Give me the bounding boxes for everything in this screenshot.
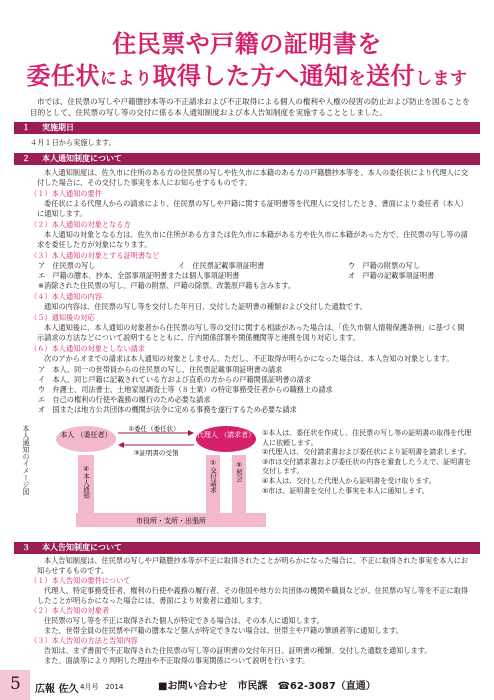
office-label: 市役所・支所・出張所 <box>136 517 206 525</box>
subheading: （３）本人通知の対象とする証明書など <box>30 251 160 260</box>
principal-label: 本人 （委任者） <box>60 431 112 439</box>
paragraph: 代理人、特定事務受任者、権利の行使や義務の履行者、その他国や地方公共団体の機関や職員などが、住民票の写し等を不正に取得したことが明らかになった場合には、書面により対象者に通知します。 <box>37 586 469 605</box>
note-item: ①本人は、委任状を作成し、住民票の写し等の証明書の取得を代理人に依頼します。 <box>262 429 472 447</box>
publication-logo: 広報 佐久 <box>35 684 79 695</box>
section1-text: ４月１日から実施します。 <box>30 138 116 147</box>
section-title: 本人通知制度について <box>42 154 122 163</box>
cert-list-row-2 <box>30 271 470 281</box>
agent-node <box>196 426 256 452</box>
title-part: を <box>348 69 366 89</box>
subheading: （２）本人告知の対象者 <box>30 606 110 615</box>
section-title: 本人告知制度について <box>42 543 122 552</box>
section-header-2 <box>14 153 480 165</box>
page-title-line2 <box>0 56 494 91</box>
paragraph: また、世帯全員の住民票や戸籍の謄本など個人が特定できない場合は、世帯主や戸籍の筆頭者等に通知します。 <box>44 626 403 635</box>
title-part: 送付 <box>366 61 415 90</box>
section-number: １ <box>22 123 30 132</box>
diagram-graphic <box>36 425 286 540</box>
arrow3-label: ③証明書の受領 <box>133 449 179 457</box>
subheading: （２）本人通知の対象となる方 <box>30 220 131 229</box>
list-item: エ 戸籍の謄本、抄本、全部事項証明書または個人事項証明書 <box>38 271 240 280</box>
diagram-notes <box>262 429 474 496</box>
contact-info: ■お問い合わせ 市民課 ☎62-3087（直通） <box>158 681 376 692</box>
intro-paragraph: 市では、住民票の写しや戸籍謄抄本等の不正請求および不正取得による個人の権利や人権の侵害の防止および防止を図ることを目的として、住民票の写し等の交付に係る本人通知制度および本人告知制度を実施することとしました。 <box>30 97 470 117</box>
note-item: ④本人は、交付した代理人から証明書を受け取ります。 <box>262 476 436 485</box>
arrow5-label: ⑤照会 <box>235 461 243 482</box>
arrowhead <box>188 430 194 436</box>
list-item: オ 国または地方公共団体の機関が法令に定める事務を遂行するため必要な請求 <box>38 405 297 414</box>
subheading: （６）本人通知の対象としない請求 <box>30 344 146 353</box>
footer <box>0 674 494 696</box>
section-number: ２ <box>22 154 30 163</box>
section-header-1 <box>14 122 480 134</box>
subheading: （４）本人通知の内容 <box>30 292 102 301</box>
paragraph: 委任状による代理人からの請求により、住民票の写しや戸籍に関する証明書等を代理人に交付したとき、書面により委任者（本人）に通知します。 <box>37 199 468 218</box>
arrow2-label: ②交付請求 <box>209 459 217 493</box>
page-number: 5 <box>10 674 21 694</box>
paragraph: 本人通知後に、本人通知の対象者から住民票の写し等の交付に関する相談があった場合は、「佐久市個人情報保護条例」に基づく開示請求の方法などについて説明するとともに、庁内関係部署や関係機関等と連携を図り対応します。 <box>37 323 465 342</box>
arrow1-label: ①委任（委任状） <box>128 425 180 433</box>
list-item: ウ 弁護士、司法書士、土地家屋調査士等（８士業）の特定事務受任者からの職務上の請求 <box>38 385 333 394</box>
arrow4-label: ④本人通知 <box>82 465 90 499</box>
list-item: エ 自己の権利の行使や義務の履行のため必要な請求 <box>38 395 211 404</box>
title-part: 取得した方へ通知 <box>152 61 349 90</box>
exclusion-list <box>30 365 470 415</box>
section-title: 実施期日 <box>42 123 74 132</box>
arrowhead <box>118 442 124 448</box>
agent-label: 代理人 （請求者） <box>196 431 256 439</box>
paragraph: 通知の内容は、住民票の写し等を交付した年月日、交付した証明書の種類および交付した通数です。 <box>44 302 367 311</box>
diagram-vertical-label: 本人通知のイメージ図 <box>22 425 30 495</box>
paragraph: また、面談等により判明した理由や不正取得の事実関係について説明を行います。 <box>44 656 310 665</box>
note: ※消除された住民票の写し、戸籍の附票、戸籍の除票、改製原戸籍も含みます。 <box>38 281 296 290</box>
subheading: （１）本人告知の要件について <box>30 576 131 585</box>
list-item: オ 戸籍の記載事項証明書 <box>348 271 435 280</box>
list-item: ア 住民票の写し <box>38 261 96 270</box>
page-title-line1: 住民票や戸籍の証明書を <box>112 29 382 58</box>
note-item: ②代理人は、交付請求書および委任状により証明書を請求します。 <box>262 448 471 457</box>
paragraph: 本人通知の対象となる方は、佐久市に住所がある方または佐久市に本籍がある方や佐久市に本籍があった方で、住民票の写し等の請求を委任した方が対象になります。 <box>37 230 468 249</box>
paragraph: 次のアからオまでの請求は本人通知の対象としません。ただし、不正取得が明らかになった場合は、本人告知の対象とします。 <box>44 354 454 363</box>
note-item: ③市は交付請求書および委任状の内容を審査したうえで、証明書を交付します。 <box>262 457 472 476</box>
subheading: （３）本人告知の方法と告知内容 <box>30 636 138 645</box>
title-part: により <box>100 69 153 89</box>
note-item: ⑤市は、証明書を交付した事実を本人に通知します。 <box>262 486 429 495</box>
list-item: イ 住民票記載事項証明書 <box>178 261 265 270</box>
section-number: ３ <box>22 543 30 552</box>
issue-label: 4月号 2014 <box>80 683 124 691</box>
subheading: （５）通知後の対応 <box>30 313 95 322</box>
paragraph: 住民票の写し等を不正に取得された個人が特定できる場合は、その本人に通知します。 <box>44 616 324 625</box>
principal-node <box>56 426 116 452</box>
list-item: ウ 戸籍の附票の写し <box>348 261 420 270</box>
list-item: ア 本人、同一の世帯員からの住民票の写し、住民票記載事項証明書の請求 <box>38 365 283 374</box>
paragraph: 告知は、まず書面で不正取得された住民票の写し等の証明書の交付年月日、証明書の種類、交付した通数を通知します。 <box>44 646 432 655</box>
section-header-3 <box>14 542 480 554</box>
list-item: イ 本人、同じ戸籍に記載されている方および直系の方からの戸籍関係証明書の請求 <box>38 375 312 384</box>
cert-list-row-1 <box>30 261 470 271</box>
title-part: します <box>415 69 468 89</box>
subheading: （１）本人通知の要件 <box>30 189 102 198</box>
section2-lead: 本人通知制度は、佐久市に住所のある方の住民票の写しや佐久市に本籍のある方の戸籍謄抄本等を、本人の委任状により代理人に交付した場合に、その交付した事実を本人にお知らせするものです。 <box>37 168 469 187</box>
section3-lead: 本人告知制度は、住民票の写しや戸籍謄抄本等が不正に取得されたことが明らかになった場合に、不正に取得された事実を本人にお知らせするものです。 <box>37 556 469 575</box>
title-part: 委任状 <box>26 61 100 90</box>
